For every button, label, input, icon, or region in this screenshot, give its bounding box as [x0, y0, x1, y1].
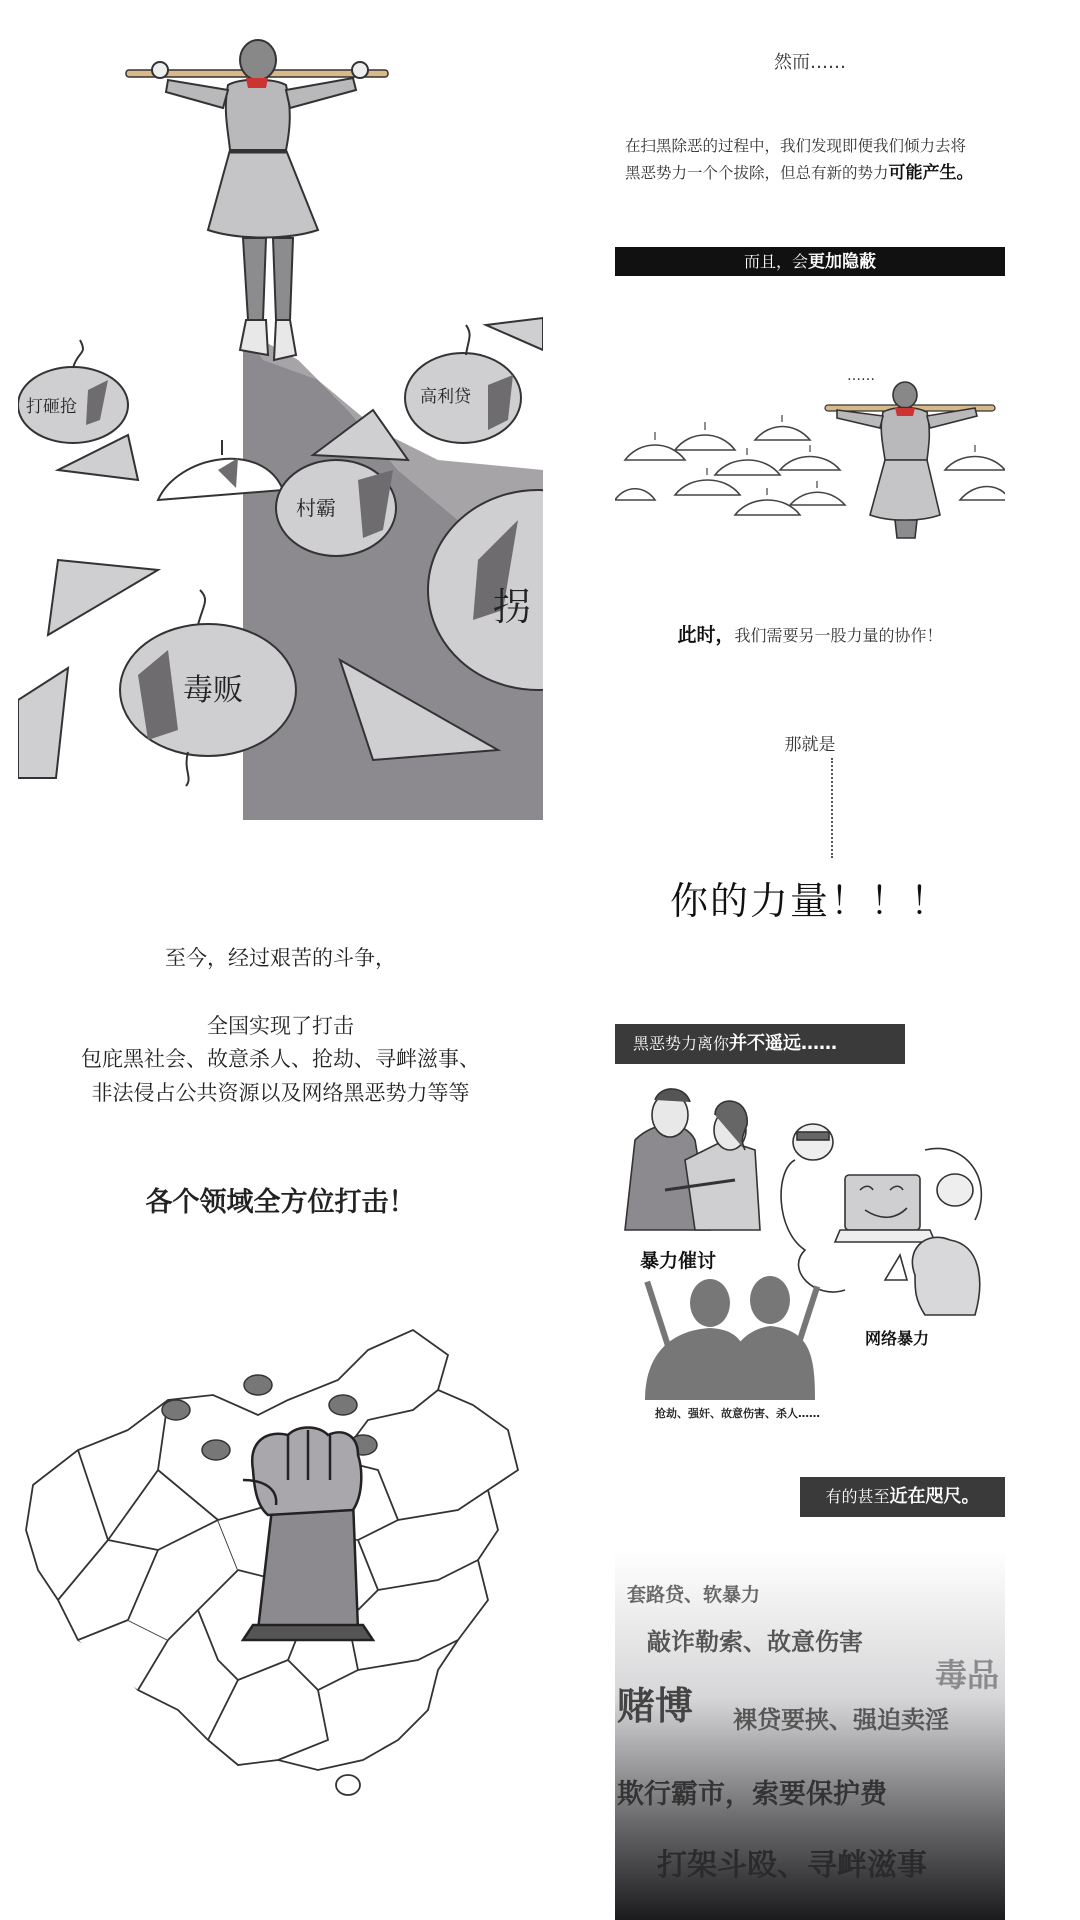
banner-not-far [615, 1024, 905, 1064]
left-top-comic-panel [18, 0, 543, 830]
figure-girl [152, 40, 368, 360]
map-panel [18, 1320, 543, 1810]
process-paragraph-line2-bold: 可能产生。 [888, 163, 974, 183]
violent-debt-figures [625, 1089, 760, 1230]
need-cooperation-bold: 此时， [677, 624, 735, 646]
left-top-illustration [18, 0, 543, 830]
left-headline: 各个领域全方位打击！ [145, 1187, 416, 1218]
banner-more-hidden-plain: 而且，会 [743, 252, 808, 271]
china-map-fist-illustration [18, 1320, 543, 1810]
umbrella-field-illustration [615, 360, 1005, 540]
blob-cunba [276, 460, 396, 556]
dots-caption: …… [847, 368, 875, 384]
need-cooperation-text [615, 620, 1005, 647]
crime-words-collage [615, 1550, 1005, 1920]
collage-word-6: 欺行霸市，索要保护费 [617, 1779, 887, 1810]
label-cunba: 村霸 [296, 496, 336, 520]
label-gaolidai: 高利贷 [420, 387, 471, 407]
banner-more-hidden [615, 247, 1005, 276]
label-violent-debt: 暴力催讨 [640, 1250, 717, 1272]
label-guai: 拐 [493, 585, 532, 629]
label-dazaqiang: 打砸抢 [26, 397, 77, 417]
crime-silhouettes [644, 1276, 820, 1400]
banner-very-close-plain: 有的甚至 [825, 1487, 890, 1506]
left-text-line4: 非法侵占公共资源以及网络黑恶势力等等 [91, 1081, 470, 1105]
collage-word-5: 裸贷要挟、强迫卖淫 [733, 1706, 949, 1734]
that-is-text: 那就是 [784, 735, 836, 755]
label-dufan: 毒贩 [183, 673, 243, 708]
cyber-violence-figures [781, 1124, 981, 1315]
label-crimes: 抢劫、强奸、故意伤害、杀人…… [655, 1407, 820, 1420]
blob-dazaqiang [18, 340, 128, 443]
left-text-line2: 全国实现了打击 [207, 1014, 354, 1038]
banner-very-close-bold: 近在咫尺。 [889, 1486, 980, 1507]
banner-not-far-bold: 并不遥远…… [729, 1033, 838, 1054]
collage-word-7: 打架斗殴、寻衅滋事 [657, 1848, 927, 1883]
collage-word-4: 赌博 [617, 1684, 694, 1728]
intro-text: 然而…… [774, 52, 846, 73]
banner-not-far-plain: 黑恶势力离你 [633, 1034, 730, 1053]
your-power-headline: 你的力量！！！ [669, 879, 950, 923]
umbrella-field-panel [615, 360, 1005, 540]
process-paragraph-line2-plain: 黑恶势力一个个拔除，但总有新的势力 [625, 164, 889, 182]
left-text-line3: 包庇黑社会、故意杀人、抢劫、寻衅滋事、 [81, 1047, 480, 1071]
process-paragraph-line1: 在扫黑除恶的过程中，我们发现即便我们倾力去将 [625, 137, 967, 155]
collage-word-3: 毒品 [935, 1656, 1000, 1694]
need-cooperation-plain: 我们需要另一股力量的协作！ [734, 626, 943, 645]
left-text-line1: 至今，经过艰苦的斗争， [165, 946, 396, 970]
vertical-dots [831, 758, 835, 858]
blob-gaolidai [405, 325, 521, 443]
collage-word-2: 敲诈勒索、故意伤害 [647, 1628, 863, 1656]
collage-word-1: 套路贷、软暴力 [627, 1584, 761, 1606]
label-cyber-violence: 网络暴力 [865, 1329, 930, 1348]
banner-more-hidden-bold: 更加隐蔽 [808, 252, 876, 272]
banner-very-close [800, 1477, 1005, 1517]
process-paragraph-line2 [625, 158, 974, 183]
